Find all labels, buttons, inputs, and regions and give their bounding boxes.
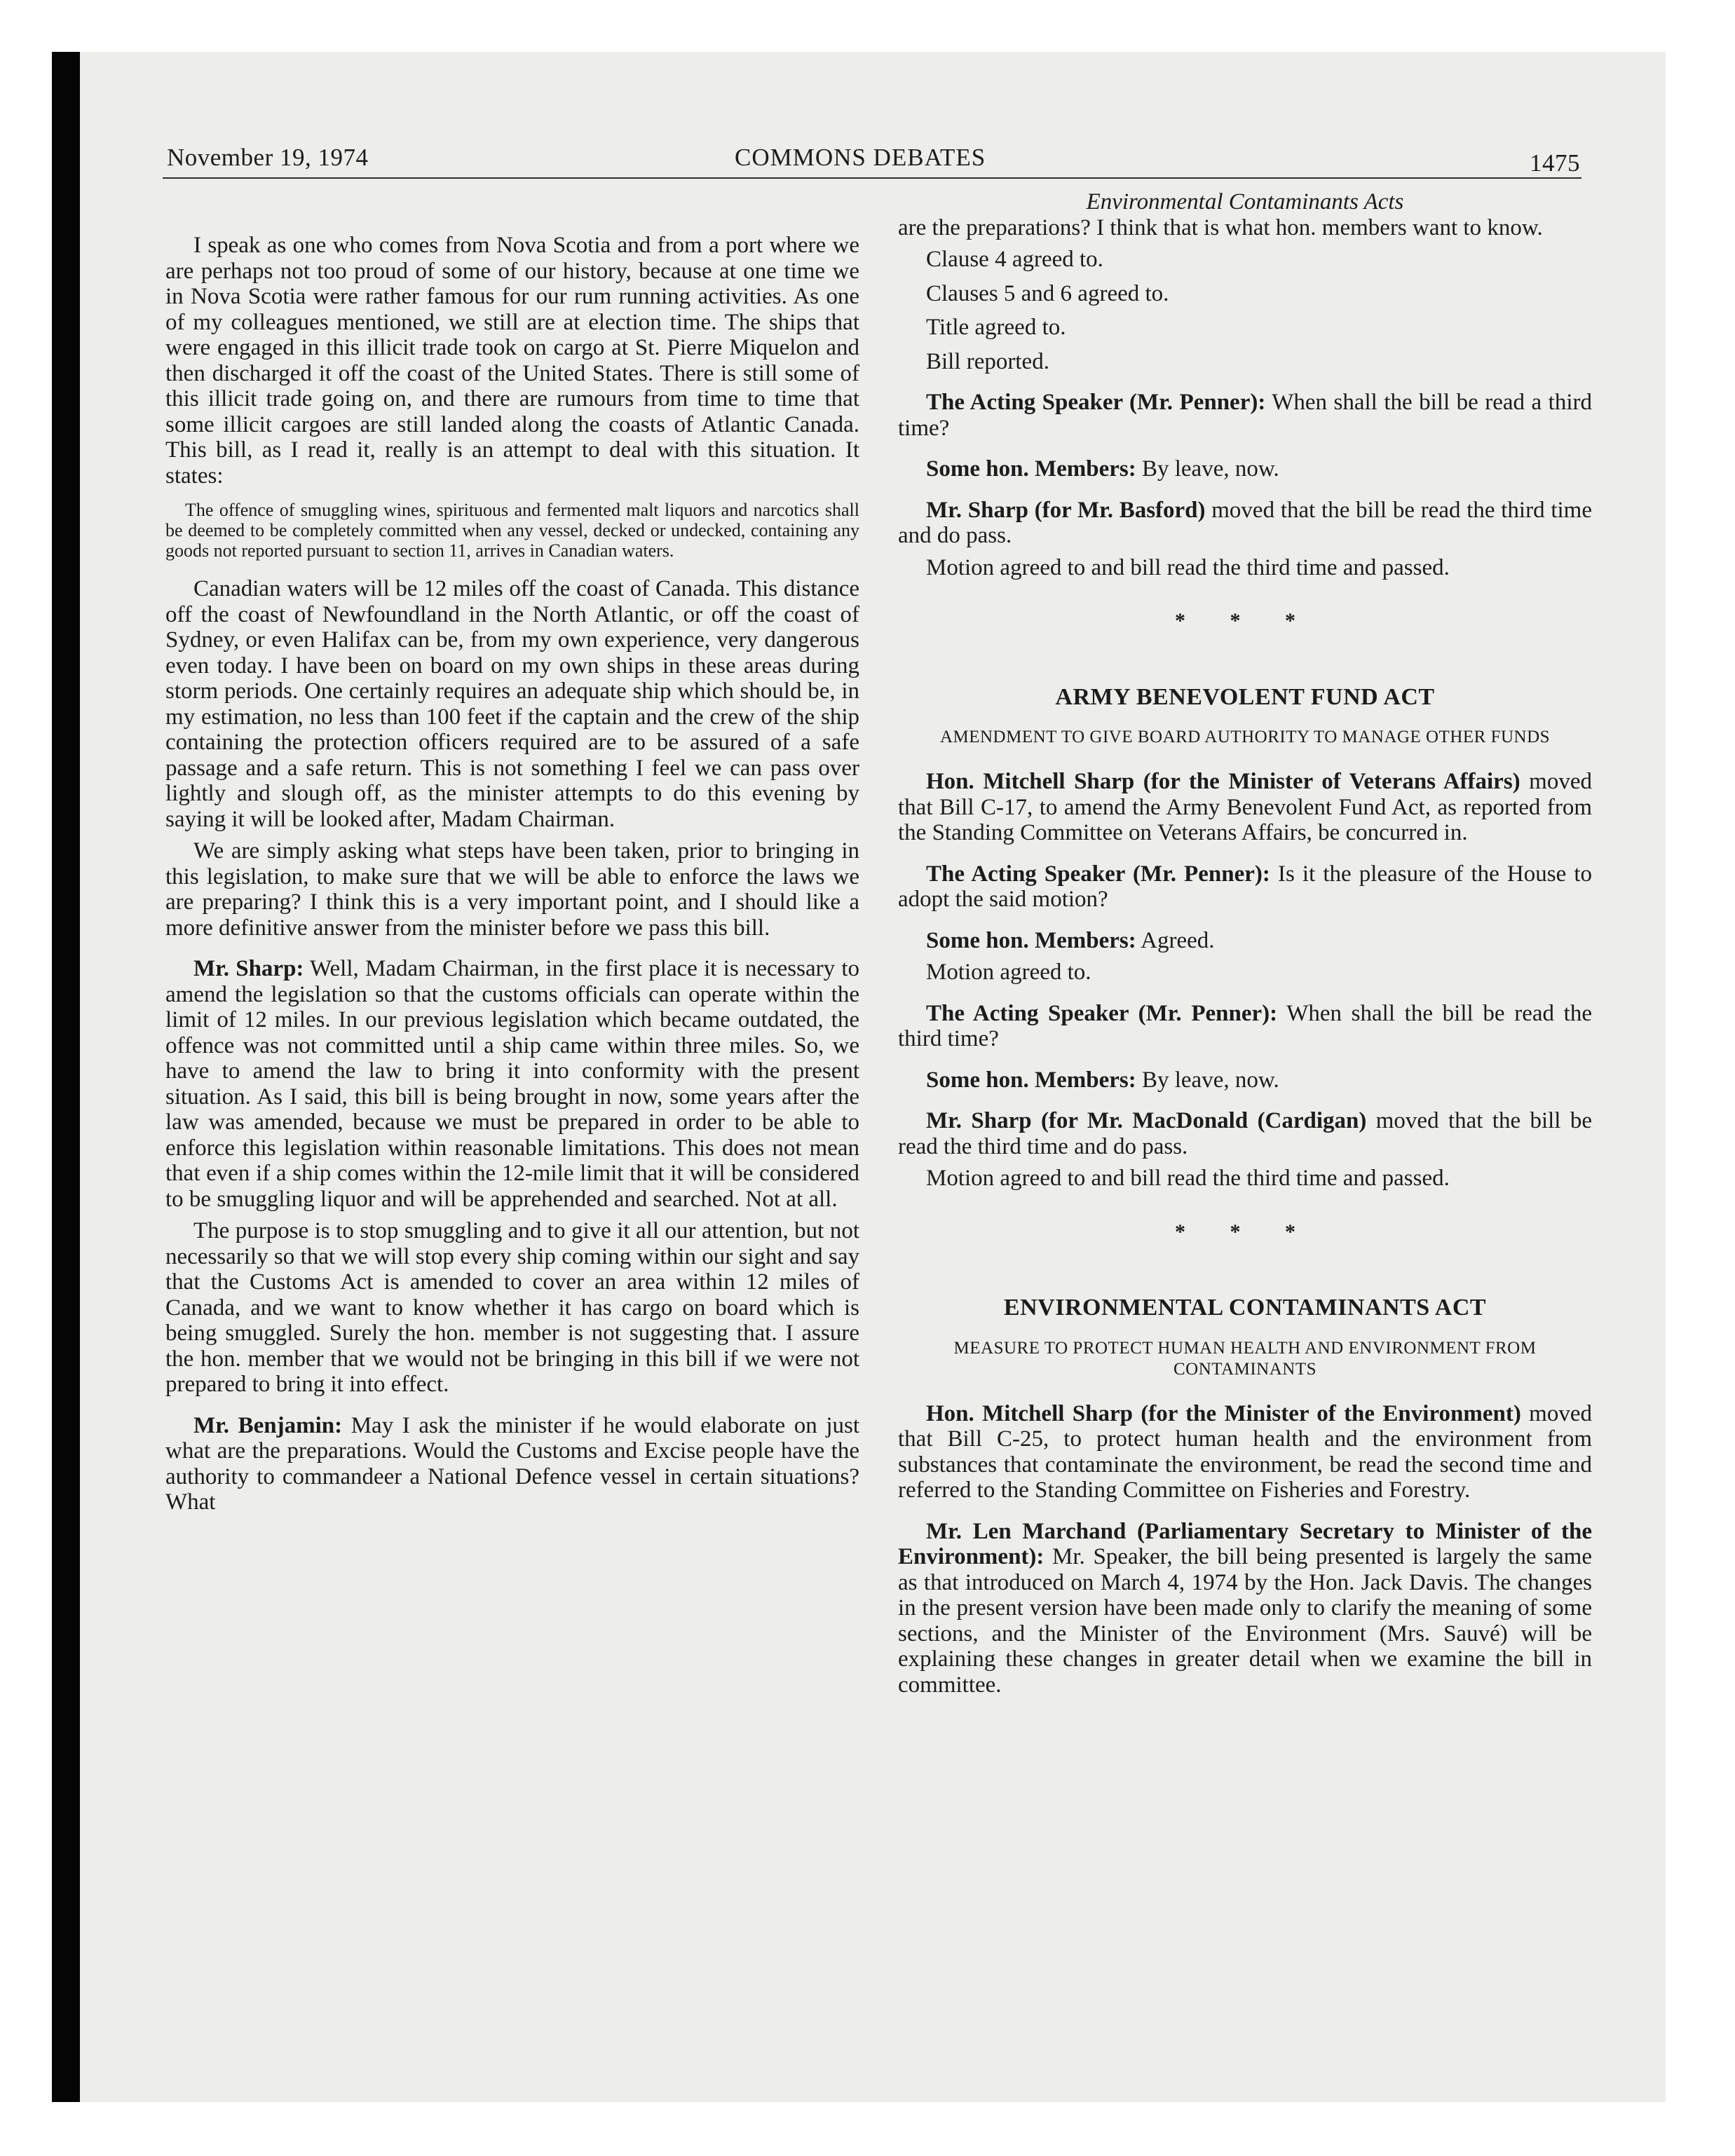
section-separator: * * * <box>1175 609 1315 632</box>
running-head: Environmental Contaminants Acts <box>1086 189 1404 214</box>
block-quote: The offence of smuggling wines, spirituous and fermented malt liquors and narcotics shall be deemed to be completely committed when any vessel, decked or undecked, containing any goods not reported pursuant to section 11, arrives in Canadian waters. <box>165 500 859 561</box>
speech-paragraph <box>898 1108 1592 1159</box>
speech-text: Agreed. <box>1136 927 1215 953</box>
speaker-name: Hon. Mitchell Sharp (for the Minister of Veterans Affairs) <box>926 769 1520 794</box>
header-title: COMMONS DEBATES <box>735 144 986 171</box>
speech-paragraph <box>165 956 859 1212</box>
speaker-name: Mr. Sharp (for Mr. Basford) <box>926 497 1206 523</box>
procedure-line: Title agreed to. <box>926 315 1066 340</box>
header-rule <box>163 177 1581 179</box>
left-column <box>165 189 859 1522</box>
speech-paragraph <box>898 861 1592 913</box>
paragraph: Canadian waters will be 12 miles off the coast of Canada. This distance off the coast of Newfoundland in the North Atlantic, or off the coast of Sydney, or even Halifax can be, from my own experience, very dangerous even today. I have been on board on my own ships in these areas during storm periods. One certainly requires an adequate ship which should be, in my estimation, no less than 100 feet if the captain and the crew of the ship containing the protection officers required are to be assured of a safe passage and a safe return. This is not something I feel we can pass over lightly and slough off, as the minister attempts to do this evening by saying it will be looked after, Madam Chairman. <box>165 576 859 832</box>
speaker-name: The Acting Speaker (Mr. Penner): <box>926 1000 1278 1026</box>
speaker-name: The Acting Speaker (Mr. Penner): <box>926 861 1270 887</box>
speech-paragraph <box>898 498 1592 549</box>
section-subheading: AMENDMENT TO GIVE BOARD AUTHORITY TO MANAGE OTHER FUNDS <box>939 728 1551 746</box>
speech-paragraph <box>898 928 1592 954</box>
speech-paragraph <box>898 1067 1592 1093</box>
speech-text: moved that the bill be read the third time and do pass. <box>898 497 1592 548</box>
paragraph: Motion agreed to and bill read the third time and passed. <box>926 1166 1450 1191</box>
speech-text: Is it the pleasure of the House to adopt the said motion? <box>898 861 1592 912</box>
paragraph: Motion agreed to. <box>926 960 1091 985</box>
speech-text: When shall the bill be read the third time? <box>898 1000 1592 1051</box>
paragraph: Motion agreed to and bill read the third time and passed. <box>926 554 1450 580</box>
speech-text: When shall the bill be read a third time? <box>898 390 1593 441</box>
scan-edge-shadow <box>52 52 80 2102</box>
header-date: November 19, 1974 <box>167 144 369 171</box>
speech-text: By leave, now. <box>1136 456 1279 482</box>
section-separator: * * * <box>1175 1220 1315 1243</box>
speech-paragraph <box>898 769 1592 846</box>
speech-paragraph <box>898 390 1592 441</box>
speech-paragraph <box>898 1519 1592 1698</box>
paragraph: We are simply asking what steps have been taken, prior to bringing in this legislation, to make sure that we will be able to enforce the laws we are preparing? I think this is a very important point, and I should like a more definitive answer from the minister before we pass this bill. <box>165 838 859 941</box>
right-column <box>898 189 1592 1704</box>
procedure-line: Clauses 5 and 6 agreed to. <box>926 280 1169 306</box>
speech-text: moved that Bill C-25, to protect human health and the environment from substances that contaminate the environment, be read the second time and referred to the Standing Committee on Fisheries and Forestry. <box>898 1400 1592 1503</box>
speech-text: moved that the bill be read the third time and do pass. <box>898 1108 1592 1159</box>
speech-text: May I ask the minister if he would elaborate on just what are the preparations. Would the Customs and Excise people have the authority to commandeer a National Defence vessel in certain situations? What <box>165 1412 860 1515</box>
speaker-name: Hon. Mitchell Sharp (for the Minister of the Environment) <box>926 1400 1521 1426</box>
section-heading: ARMY BENEVOLENT FUND ACT <box>1055 683 1435 710</box>
speech-paragraph <box>898 1001 1592 1052</box>
speaker-name: Some hon. Members: <box>926 927 1136 953</box>
speaker-name: Mr. Len Marchand (Parliamentary Secretary to Minister of the Environment): <box>898 1518 1592 1569</box>
section-heading: ENVIRONMENTAL CONTAMINANTS ACT <box>1003 1295 1487 1321</box>
speaker-name: Mr. Benjamin: <box>193 1412 343 1438</box>
page-number: 1475 <box>1530 149 1580 177</box>
paragraph: are the preparations? I think that is what hon. members want to know. <box>898 214 1543 240</box>
speaker-name: Some hon. Members: <box>926 456 1136 482</box>
speech-paragraph <box>898 1401 1592 1503</box>
speech-paragraph <box>898 456 1592 482</box>
speech-text: Well, Madam Chairman, in the first place it is necessary to amend the legislation so that the customs officials can operate within the limit of 12 miles. In our previous legislation which became outdated, the offence was not committed until a ship came within three miles. So, we have to amend the law to bring it into conformity with the present situation. As I said, this bill is being brought in now, some years after the law was amended, because we must be prepared in order to be able to enforce this legislation within reasonable limitations. This does not mean that even if a ship comes within the 12-mile limit that it will be considered to be smuggling liquor and will be apprehended and searched. Not at all. <box>165 956 859 1212</box>
speaker-name: Mr. Sharp (for Mr. MacDonald (Cardigan) <box>926 1108 1367 1133</box>
section-subheading: MEASURE TO PROTECT HUMAN HEALTH AND ENVIRONMENT FROM CONTAMINANTS <box>953 1338 1537 1379</box>
speaker-name: The Acting Speaker (Mr. Penner): <box>926 390 1266 415</box>
speech-text: Mr. Speaker, the bill being presented is largely the same as that introduced on March 4, 1974 by the Hon. Jack Davis. The changes in the present version have been made only to clarify the meaning of some sections, and the Minister of the Environment (Mrs. Sauvé) will be explaining these changes in greater detail when we examine the bill in committee. <box>898 1544 1592 1698</box>
speaker-name: Mr. Sharp: <box>193 956 304 981</box>
speech-paragraph <box>165 1413 859 1515</box>
speech-text: moved that Bill C-17, to amend the Army Benevolent Fund Act, as reported from the Standing Committee on Veterans Affairs, be concurred in. <box>898 769 1592 845</box>
procedure-line: Bill reported. <box>926 348 1049 374</box>
paragraph: I speak as one who comes from Nova Scotia and from a port where we are perhaps not too proud of some of our history, because at one time we in Nova Scotia were rather famous for our rum running activities. As one of my colleagues mentioned, we still are at election time. The ships that were engaged in this illicit trade took on cargo at St. Pierre Miquelon and then discharged it off the coast of the United States. There is still some of this illicit trade going on, and there are rumours from time to time that some illicit cargoes are still landed along the coasts of Atlantic Canada. This bill, as I read it, really is an attempt to deal with this situation. It states: <box>165 233 859 489</box>
speaker-name: Some hon. Members: <box>926 1067 1136 1093</box>
procedure-line: Clause 4 agreed to. <box>926 247 1103 272</box>
paragraph: The purpose is to stop smuggling and to give it all our attention, but not necessarily so that we will stop every ship coming within our sight and say that the Customs Act is amended to cover an area within 12 miles of Canada, and we want to know whether it has cargo on board which is being smuggled. Surely the hon. member is not suggesting that. I assure the hon. member that we would not be bringing in this bill if we were not prepared to bring it into effect. <box>165 1218 859 1397</box>
speech-text: By leave, now. <box>1136 1067 1279 1093</box>
